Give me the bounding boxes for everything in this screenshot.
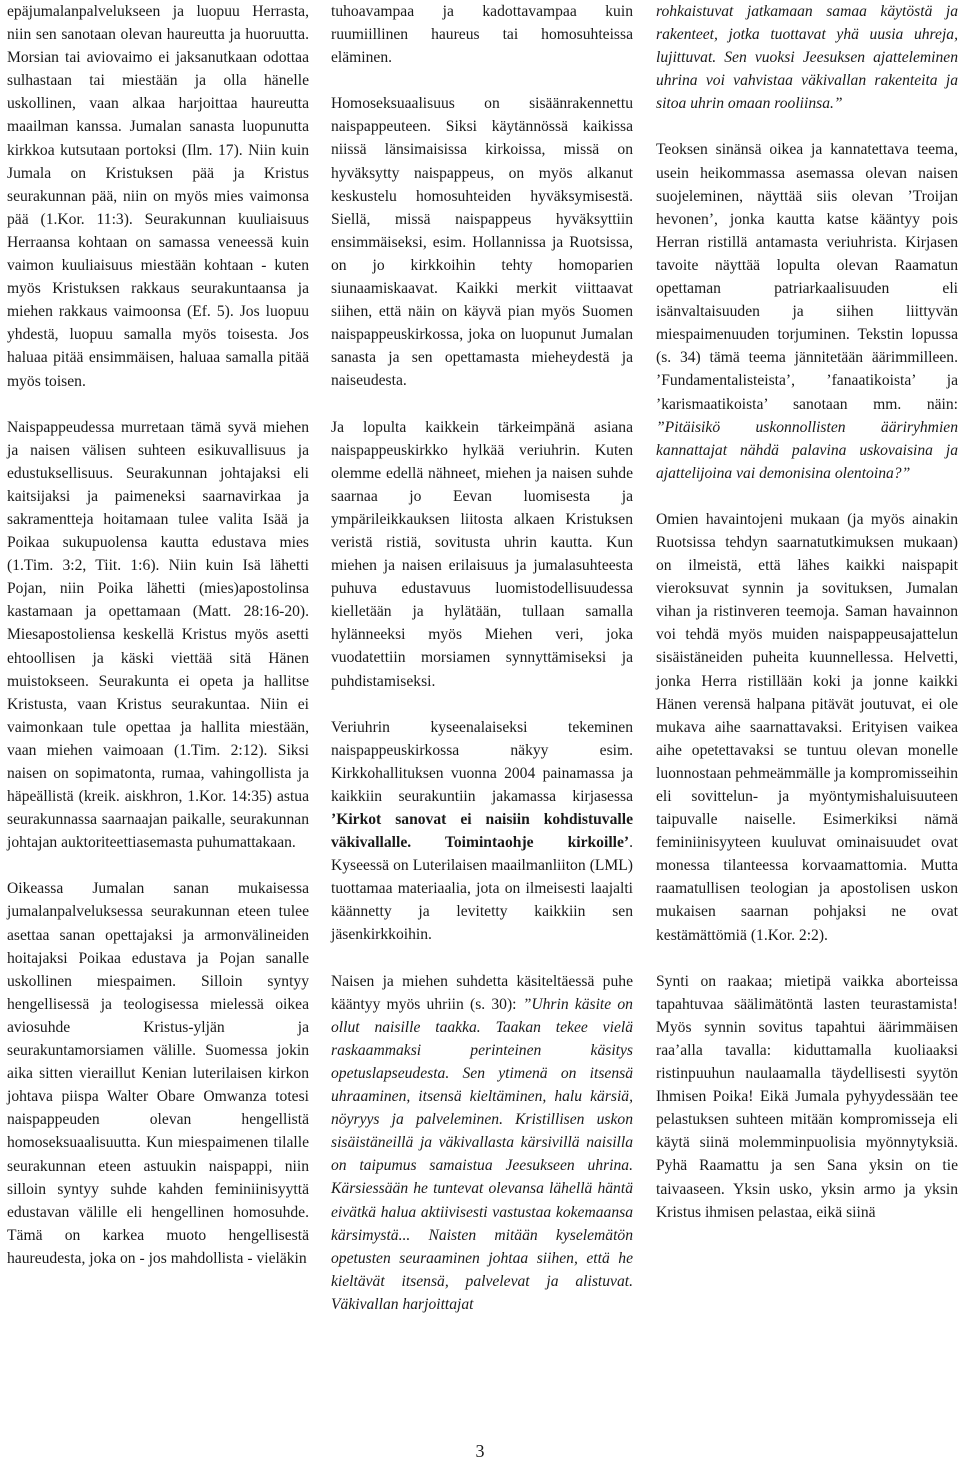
paragraph: Oikeassa Jumalan sanan mukaisessa jumalanpalveluksessa seurakunnan eteen tulee asettaa sanan opettajaksi ja armonvälineiden hoitajaksi Poikaa edustava ja Pojan sanalle uskollinen miespaimen. Silloin syntyy hengellisessä ja teologisessa mielessä oikea aviosuhde Kristus-yljän ja seurakuntamorsiamen välille. Suomessa jokin aika sitten vieraillut Kenian luterilaisen kirkon johtava piispa Walter Obare Omwanza totesi naispappeuden olevan hengellistä homoseksuaalisuutta. Kun miespaimenen tilalle seurakunnan eteen astuukin naispappi, niin silloin syntyy suhde kahden feminiinisyyttä edustavan välille eli hengellinen homosuhde. Tämä on karkea muoto hengellisestä haureudesta, joka on - jos mahdollista - vieläkin <box>7 880 309 1267</box>
paragraph <box>656 138 958 484</box>
paragraph <box>331 970 633 1316</box>
paragraph-text: Naisen ja miehen suhdetta käsiteltäessä puhe kääntyy myös uhriin (s. 30): <box>331 972 633 1013</box>
booklet-title: ’Kirkot sanovat ei naisiin kohdistuvalle väkivallalle. Toimintaohje kirkoille’ <box>331 811 633 852</box>
paragraph-text: Veriuhrin kyseenalaiseksi tekeminen naispappeuskirkossa näkyy esim. Kirkkohallituksen vuonna 2004 painamassa ja kaikkiin seurakuntiin jakamassa kirjasessa <box>331 718 633 805</box>
text-column-1 <box>7 0 309 1293</box>
paragraph: Naispappeudessa murretaan tämä syvä miehen ja naisen välisen suhteen esikuvallisuus ja edustuksellisuus. Seurakunnan johtajaksi eli kaitsijaksi ja paimeneksi saarnavirkaa ja sakramentteja hoitamaan tulee valita Isää ja Poikaa sukupuolensa kautta edustava mies (1.Tim. 3:2, Tiit. 1:6). Niin kuin Isä lähetti Pojan, niin Poika lähetti (mies)apostolinsa kastamaan ja opettamaan (Matt. 28:16-20). Miesapostoliensa keskellä Kristus myös asetti ehtoollisen ja käski viettää sitä Hänen muistokseen. Seurakunta ei opeta ja hallitse Kristusta, vaan Kristus seurakuntaa. Niin ei vaimonkaan tule opettaa ja hallita miestään, vaan miehen vaimoaan (1.Tim. 2:12). Siksi naisen on sopimatonta, rumaa, vahingollista ja häpeällistä (kreik. aiskhron, 1.Kor. 14:35) astua seurakunnassa saarnaajan paikalle, seurakunnan johtajan auktoriteettiasemasta puhumattakaan. <box>7 418 309 852</box>
paragraph: Synti on raakaa; mietipä vaikka aborteissa tapahtuvaa säälimätöntä lasten teurastamista! Myös synnin sovitus tapahtui äärimmäisen raa’alla tavalla: kiduttamalla kuoliaaksi ristinpuuhun naulaamalla täydellisesti syytön Ihmisen Poika! Eikä Jumala pyhyydessään tee pelastuksen suhteen mitään kompromisseja eli käytä siinä molemminpuolisia myönnytyksiä. Pyhä Raamattu ja sen Sana yksin on tie taivaaseen. Yksin usko, yksin armo ja yksin Kristus ihmisen pelastaa, eikä siinä <box>656 972 958 1221</box>
text-column-2 <box>331 0 633 1339</box>
quotation: ”Uhrin käsite on ollut naisille taakka. Taakan tekee vielä raskaammaksi perinteinen käsitys opetuslapseudesta. Sen ytimenä on itsensä uhraaminen, itsensä kieltäminen, halu kärsiä, nöyryys ja palveleminen. Kristillisen uskon sisäistäneillä ja väkivallasta kärsivillä naisilla on taipumus samaistua Jeesukseen uhrina. Kärsiessään he tuntevat olevansa lähellä häntä eivätkä halua aktiivisesti vastustaa kokemaansa kärsimystä... Naisten mitään kyselemätön opetusten seuraaminen johtaa siihen, että he kieltävät itsensä, palvelevat ja alistuvat. Väkivallan harjoittajat <box>331 995 633 1313</box>
quotation: rohkaistuvat jatkamaan samaa käytöstä ja rakenteet, jotka tuottavat yhä uusia uhreja, lujittuvat. Sen vuoksi Jeesuksen ajatteleminen uhrina voi vahvistaa väkivallan rakenteita ja sitoa uhrin omaan rooliinsa.” <box>656 3 958 113</box>
paragraph: Omien havaintojeni mukaan (ja myös ainakin Ruotsissa tehdyn saarnatutkimuksen mukaan) on ilmeistä, että lähes kaikki naispapit vieroksuvat synnin ja sovituksen, Jumalan vihan ja ristinveren teemoja. Saman havainnon voi tehdä myös muiden naispappeusajattelun sisäistäneiden puheita kuunnellessa. Helvetti, jonka Herra ristillään koki ja jonne kaikki Hänen verensä halpana pitävät joutuvat, ei ole mukava aihe saarnattavaksi. Erityisen vaikea aihe opetettavaksi se tuntuu olevan monelle luonnostaan pehmeämmälle ja kompromisseihin eli sovittelun- ja myöntymishaluisuuteen taipuvalle naiselle. Esimerkiksi nämä feminiinisyyteen kuuluvat ominaisuudet ovat monessa tilanteessa korvaamattomia. Mutta raamatullisen teologian ja apostolisen uskon mukaisen saarnan pohjaksi ne ovat kestämättömiä (1.Kor. 2:2). <box>656 510 958 944</box>
quotation: ”Pitäisikö uskonnollisten ääriryhmien kannattajat nähdä palavina uskovaisina ja ajattelijoina vai demonisina olentoina?” <box>656 418 958 482</box>
paragraph: Homoseksuaalisuus on sisäänrakennettu naispappeuteen. Siksi käytännössä kaikissa niissä länsimaisissa kirkoissa, missä on hyväksytty naispappeus, on myös alkanut keskustelu homosuhteiden hyväksymisestä. Siellä, missä naispappeus hyväksyttiin ensimmäiseksi, esim. Hollannissa ja Ruotsissa, on jo kirkkoihin tehty homoparien siunaamiskaavat. Kaikki merkit viittaavat siihen, että näin on käyvä pian myös Suomen naispappeuskirkossa, joka on luopunut Jumalan sanasta ja sen opettamasta mieheydestä ja naiseudesta. <box>331 95 633 390</box>
page-number: 3 <box>475 1441 485 1461</box>
paragraph-text: . Kyseessä on Luterilaisen maailmanliiton (LML) tuottamaa materiaalia, jota on ilmeisesti laajalti käännetty ja levitetty kaikkiin sen jäsenkirkkoihin. <box>331 834 633 944</box>
paragraph-text: Teoksen sinänsä oikea ja kannatettava teema, usein heikommassa asemassa olevan naisen suojeleminen, näyttää siis olevan ’Troijan hevonen’, jonka kautta katse kääntyy pois Herran ristillä antamasta veriuhrista. Kirjasen tavoite näyttää lopulta olevan Raamatun opettaman patriarkaalisuuden eli isänvaltaisuuden ja siihen liittyvän miespaimenuuden torjuminen. Tekstin lopussa (s. 34) tämä teema jännitetään äärimmilleen. ’Fundamentalisteista’, ’fanaatikoista’ ja ’karismaatikoista’ sanotaan mm. näin: <box>656 141 958 413</box>
paragraph: Ja lopulta kaikkein tärkeimpänä asiana naispappeuskirkko hylkää veriuhrin. Kuten olemme edellä nähneet, miehen ja naisen suhde saarnaa jo Eevan luomisesta ja ympärileikkauksen liitosta alkaen Kristuksen veristä ristiä, sovitusta uhrin kautta. Kun miehen ja naisen erilaisuus ja jumalasuhteesta puhuva edustavuus luomistodellisuudessa kielletään ja hylätään, tullaan samalla hylänneeksi myös Miehen veri, joka vuodatettiin morsiamen synnyttämiseksi ja puhdistamiseksi. <box>331 418 633 690</box>
paragraph: tuhoavampaa ja kadottavampaa kuin ruumiillinen haureus tai homosuhteissa eläminen. <box>331 3 633 67</box>
paragraph <box>331 716 633 947</box>
paragraph: epäjumalanpalvelukseen ja luopuu Herrasta, niin sen sanotaan olevan haureutta ja huoruutta. Morsian tai aviovaimo ei jaksanutkaan odottaa sulhastaan tai miestään ja olla hänelle uskollinen, vaan alkaa harjoittaa haureutta maailman kanssa. Jumalan sanasta luopunutta kirkkoa kutsutaan portoksi (Ilm. 17). Niin kuin Jumala on Kristuksen pää ja Kristus seurakunnan pää, niin on myös mies vaimonsa pää (1.Kor. 11:3). Seurakunnan kuuliaisuus Herraansa kohtaan on samassa veneessä kuin vaimon kuuliaisuus miestään kohtaan - kuten myös Kristuksen rakkaus seurakuntaansa ja miehen rakkaus vaimoonsa (Ef. 5). Jos luopuu yhdestä, luopuu samalla myös toisesta. Jos haluaa pitää ensimmäisen, haluaa samalla pitää myös toisen. <box>7 3 309 390</box>
text-column-3 <box>656 0 958 1247</box>
